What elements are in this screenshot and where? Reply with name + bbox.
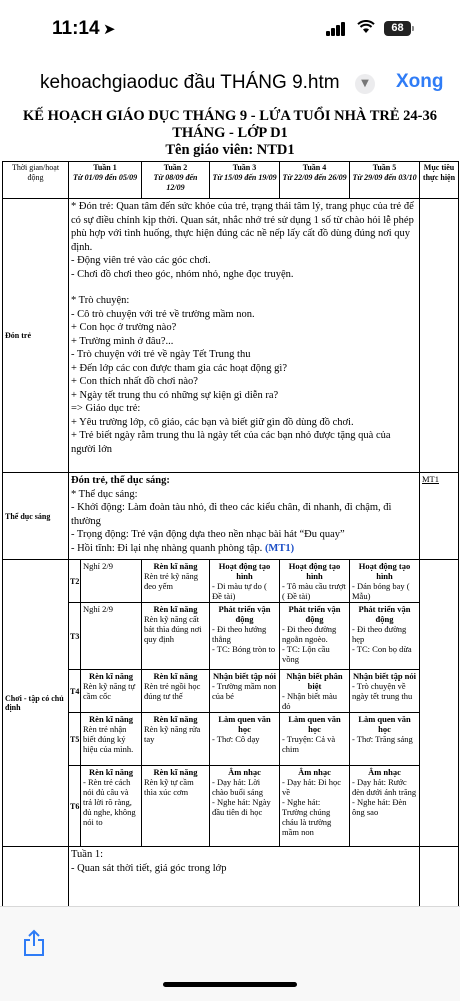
activity-body: - Thơ: Trăng sáng	[352, 734, 413, 744]
activity-body: - Dán bóng bay ( Mẫu)	[352, 581, 410, 601]
activity-title: Rèn kĩ năng	[153, 561, 198, 571]
battery-icon: 68	[384, 21, 411, 36]
choi-tap-row-t4	[3, 670, 459, 713]
location-arrow-icon: ➤	[103, 20, 116, 38]
activity-title: Nhận biết tập nói	[212, 671, 277, 681]
activity-title: Phát triển vận động	[218, 604, 271, 624]
plan-title-line-2: THÁNG - LỚP D1	[172, 125, 288, 141]
activity-title: Nhận biết phân biệt	[286, 671, 343, 691]
activity-title: Hoạt động tạo hình	[358, 561, 411, 581]
week-name: Tuần 1	[93, 163, 117, 172]
activity-body: Rèn trẻ ngồi học đúng tư thế	[144, 681, 201, 701]
activity-cell	[350, 713, 420, 766]
activity-cell	[280, 766, 350, 847]
don-tre-line: => Giáo dục trẻ:	[71, 403, 141, 414]
activity-cell	[280, 560, 350, 603]
activity-body: - Dạy hát: Lời chào buổi sáng - Nghe hát: Ngày đầu tiên đi học	[212, 777, 271, 817]
the-duc-objective[interactable]: MT1	[420, 473, 459, 560]
the-duc-line: * Thể dục sáng:	[71, 488, 138, 500]
activity-cell	[81, 766, 142, 847]
choi-tap-row-t6	[3, 766, 459, 847]
day-label: T6	[69, 766, 81, 847]
don-tre-line: + Đến lớp các con được tham gia các hoạt động gì?	[71, 362, 288, 374]
activity-cell	[350, 766, 420, 847]
bottom-content	[69, 847, 420, 910]
activity-body: - Truyện: Cả và chim	[282, 734, 336, 754]
header-week-4	[280, 162, 350, 199]
activity-title: Rèn kĩ năng	[89, 714, 133, 724]
plan-title-line-1: KẾ HOẠCH GIÁO DỤC THÁNG 9 - LỨA TUỔI NHÀ TRẺ 24-36	[23, 108, 437, 124]
activity-cell	[81, 713, 142, 766]
activity-cell	[350, 670, 420, 713]
mt1-link[interactable]: (MT1)	[264, 542, 295, 554]
don-tre-line: + Yêu trường lớp, cô giáo, các bạn và biết giữ gìn đồ dùng đồ chơi.	[71, 416, 354, 428]
activity-cell	[210, 670, 280, 713]
don-tre-line: * Trò chuyện:	[71, 295, 130, 306]
don-tre-line: + Trẻ biết ngày rằm trung thu là ngày tết của các bạn nhỏ được tặng quà của người lớn	[71, 430, 391, 455]
choi-tap-row-t2	[3, 560, 459, 603]
bottom-row	[3, 847, 459, 910]
the-duc-line: - Khởi động: Làm đoàn tàu nhỏ, đi theo các kiểu chân, đi nhanh, đi chậm, đi thường	[71, 502, 392, 527]
don-tre-line: + Trường mình ở đâu?...	[71, 335, 174, 347]
don-tre-row	[3, 199, 459, 473]
bottom-line: Tuần 1:	[71, 849, 103, 860]
choi-tap-objective	[420, 560, 459, 847]
table-header-row	[3, 162, 459, 199]
week-name: Tuần 5	[372, 163, 397, 172]
week-dates: Từ 01/09 đến 05/09	[72, 173, 138, 182]
the-duc-title: Đón trẻ, thể dục sáng:	[71, 475, 170, 486]
activity-body: Rèn kỹ tự cầm thìa xúc cơm	[144, 777, 194, 797]
activity-body: Nghỉ 2/9	[83, 604, 113, 614]
day-label: T2	[69, 560, 81, 603]
don-tre-line: + Ngày tết trung thu có những sự kiện gì diễn ra?	[71, 389, 279, 401]
teacher-name: Tên giáo viên: NTD1	[165, 142, 295, 158]
plan-table	[2, 161, 459, 910]
activity-title: Rèn kĩ năng	[153, 767, 198, 777]
bottom-objective	[420, 847, 459, 910]
activity-body: - Dạy hát: Rước đèn dưới ánh trăng - Nghe hát: Đèn ông sao	[352, 777, 417, 817]
the-duc-line: - Trọng động: Trẻ vận động dựa theo nền nhạc bài hát “Đu quay”	[71, 529, 345, 540]
day-label: T3	[69, 603, 81, 670]
wifi-icon	[357, 19, 375, 38]
activity-title: Hoạt động tạo hình	[218, 561, 271, 581]
activity-title: Làm quen văn học	[218, 714, 271, 734]
header-week-5	[350, 162, 420, 199]
row-label-the-duc: Thể dục sáng	[3, 473, 69, 560]
activity-title: Làm quen văn học	[358, 714, 411, 734]
bottom-row-label	[3, 847, 69, 910]
home-indicator	[163, 982, 297, 987]
activity-cell	[350, 603, 420, 670]
header-week-2	[142, 162, 210, 199]
choi-tap-row-t5	[3, 713, 459, 766]
activity-cell	[280, 713, 350, 766]
activity-body: - Rèn trẻ cách nói đủ câu và trả lời rõ ràng, đủ nghe, không nói to	[83, 777, 136, 827]
activity-cell	[280, 603, 350, 670]
activity-body: - Thơ: Cô dạy	[212, 734, 260, 744]
row-label-choi-tap: Chơi - tập có chủ định	[3, 560, 69, 847]
plan-heading	[0, 108, 460, 159]
activity-title: Hoạt động tạo hình	[288, 561, 341, 581]
activity-title: Rèn kĩ năng	[153, 671, 198, 681]
header-week-3	[210, 162, 280, 199]
week-dates: Từ 29/09 đến 03/10	[352, 173, 417, 182]
week-name: Tuần 2	[163, 163, 188, 172]
don-tre-line: - Trò chuyện với trẻ về ngày Tết Trung thu	[71, 349, 251, 360]
activity-body: Nghỉ 2/9	[83, 561, 113, 571]
header-time-activity: Thời gian/hoạt động	[3, 162, 69, 199]
status-time: 11:14	[52, 18, 100, 39]
activity-body: Rèn kỹ năng rửa tay	[144, 724, 201, 744]
activity-title: Nhận biết tập nói	[352, 671, 417, 681]
week-dates: Từ 08/09 đến 12/09	[153, 173, 198, 192]
activity-body: - Đi theo hướng thẳng - TC: Bóng tròn to	[212, 624, 276, 654]
activity-cell	[142, 670, 210, 713]
activity-cell	[210, 766, 280, 847]
status-bar	[0, 0, 460, 62]
don-tre-line: - Chơi đồ chơi theo góc, nhóm nhỏ, nghe đọc truyện.	[71, 268, 294, 280]
choi-tap-row-t3	[3, 603, 459, 670]
activity-cell	[280, 670, 350, 713]
activity-body: - Nhận biết màu đỏ	[282, 691, 337, 711]
activity-title: Rèn kĩ năng	[153, 604, 198, 614]
don-tre-line	[71, 281, 417, 294]
day-label: T4	[69, 670, 81, 713]
header-objective: Mục tiêu thực hiện	[420, 162, 459, 199]
activity-title: Âm nhạc	[298, 767, 331, 777]
week-dates: Từ 15/09 đến 19/09	[212, 173, 277, 182]
share-icon[interactable]	[22, 929, 46, 957]
document-view[interactable]	[0, 106, 460, 940]
don-tre-line: + Con thích nhất đồ chơi nào?	[71, 376, 198, 387]
activity-body: Rèn kỹ năng cất bát thìa đúng nơi quy định	[144, 614, 202, 644]
activity-title: Phát triển vận động	[358, 604, 411, 624]
document-title: kehoachgiaoduc đầu THÁNG 9.htm	[40, 72, 340, 93]
don-tre-content	[69, 199, 420, 473]
activity-cell	[142, 560, 210, 603]
row-label-don-tre: Đón trẻ	[3, 199, 69, 473]
don-tre-line: * Đón trẻ: Quan tâm đến sức khỏe của trẻ, trạng thái tâm lý, trang phục của trẻ để có sự điều chỉnh kịp thời. Quan sát, nhắc nhở trẻ sử dụng 1 số từ chào hỏi lễ phép phù hợp với tình huống, thực hiện đúng các nề nếp lấy cất đồ dùng đúng nơi quy định.	[71, 201, 414, 253]
activity-cell	[210, 713, 280, 766]
the-duc-cooldown: - Hồi tĩnh: Đi lại nhẹ nhàng quanh phòng tập.	[71, 542, 263, 554]
activity-body: - Trường mầm non của bé	[212, 681, 277, 701]
don-tre-line: - Động viên trẻ vào các góc chơi.	[71, 255, 211, 266]
week-name: Tuần 4	[302, 163, 327, 172]
activity-cell	[142, 713, 210, 766]
activity-cell	[142, 766, 210, 847]
activity-title: Rèn kĩ năng	[153, 714, 198, 724]
don-tre-line: + Con học ở trường nào?	[71, 322, 177, 333]
activity-cell	[142, 603, 210, 670]
activity-title: Rèn kĩ năng	[89, 767, 133, 777]
activity-body: - Di màu tự do ( Đề tài)	[212, 581, 267, 601]
activity-cell	[81, 603, 142, 670]
activity-cell	[210, 603, 280, 670]
activity-cell	[350, 560, 420, 603]
activity-title: Âm nhạc	[368, 767, 401, 777]
activity-body: Rèn trẻ kỹ năng đeo yếm	[144, 571, 199, 591]
navigation-bar	[0, 62, 460, 106]
activity-body: - Trò chuyện về ngày tết trung thu	[352, 681, 413, 701]
activity-title: Rèn kĩ năng	[89, 671, 133, 681]
activity-body: - Đi theo đường ngoằn ngoèo. - TC: Lộn cầu vồng	[282, 624, 337, 664]
week-name: Tuần 3	[232, 163, 257, 172]
activity-body: - Tô màu cầu trượt ( Đề tài)	[282, 581, 346, 601]
don-tre-line: - Cô trò chuyện với trẻ về trường mầm non.	[71, 308, 255, 320]
header-week-1	[69, 162, 142, 199]
activity-body: Rèn trẻ nhận biết đúng ký hiệu của mình.	[83, 724, 134, 754]
day-label: T5	[69, 713, 81, 766]
activity-body: Rèn kỹ năng tự cầm cốc	[83, 681, 136, 701]
activity-title: Âm nhạc	[228, 767, 261, 777]
the-duc-line	[71, 542, 417, 556]
chevron-down-icon[interactable]: ▼	[355, 74, 375, 94]
done-button[interactable]: Xong	[396, 71, 444, 92]
activity-title: Phát triển vận động	[288, 604, 341, 624]
activity-title: Làm quen văn học	[288, 714, 341, 734]
cellular-signal-icon	[326, 22, 346, 36]
the-duc-content	[69, 473, 420, 560]
don-tre-objective	[420, 199, 459, 473]
activity-cell	[210, 560, 280, 603]
activity-cell	[81, 560, 142, 603]
bottom-line: - Quan sát thời tiết, giá góc trong lớp	[71, 862, 227, 874]
activity-cell	[81, 670, 142, 713]
the-duc-row	[3, 473, 459, 560]
activity-body: - Đi theo đường hẹp - TC: Con bọ dừa	[352, 624, 412, 654]
week-dates: Từ 22/09 đến 26/09	[282, 173, 347, 182]
activity-body: - Dạy hát: Đi học về - Nghe hát: Trường chúng cháu là trường mầm non	[282, 777, 342, 837]
